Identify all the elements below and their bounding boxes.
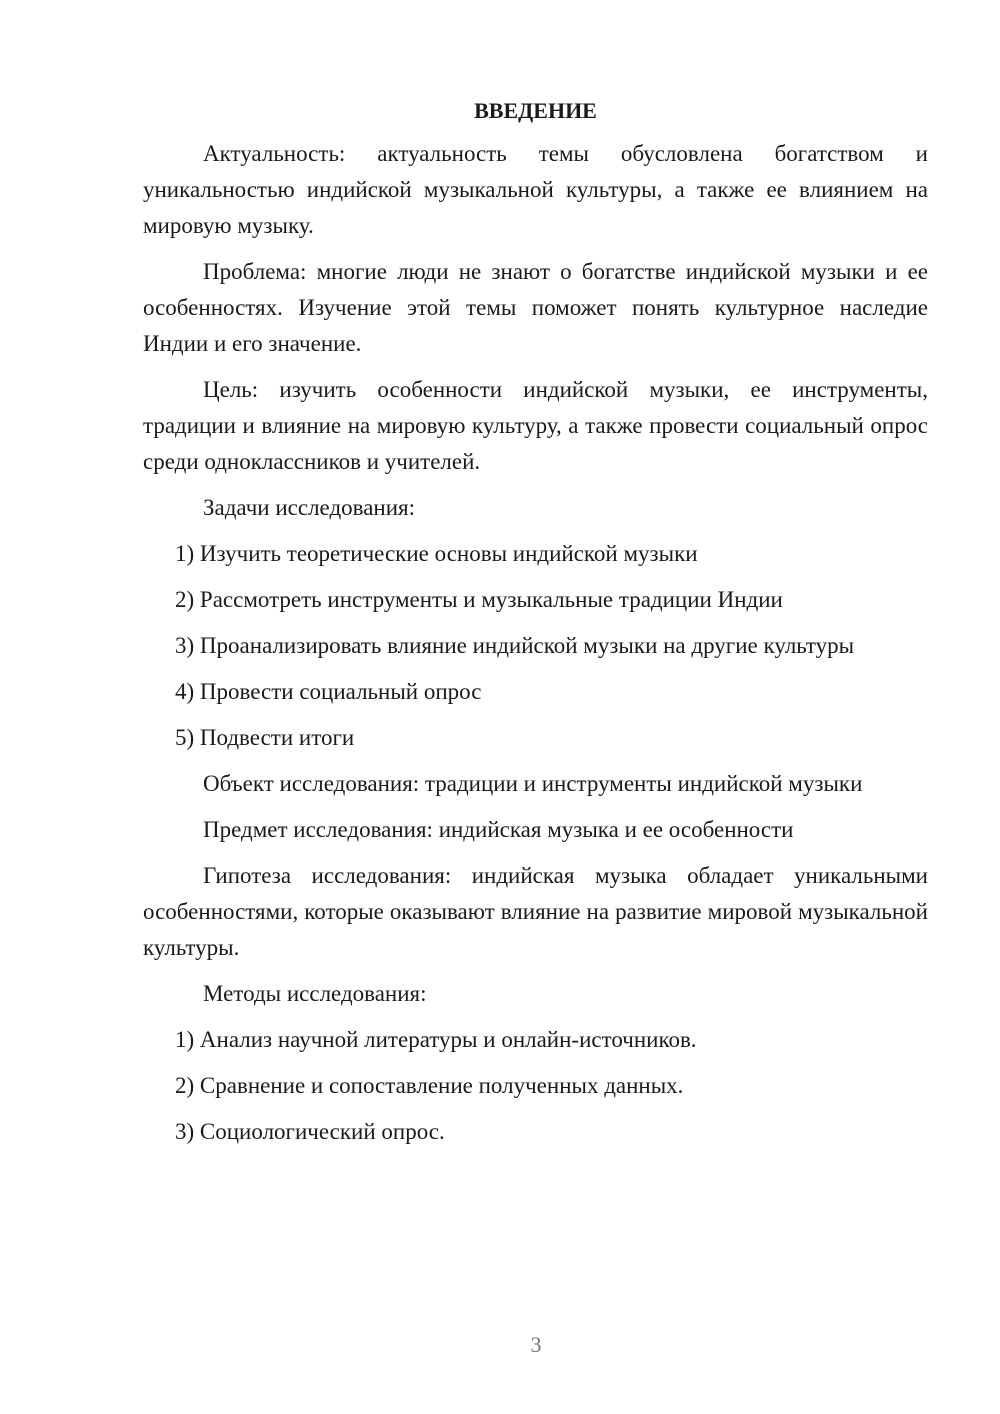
goal-paragraph: Цель: изучить особенности индийской музыки, ее инструменты, традиции и влияние на мировую культуру, а также провести социальный опрос среди одноклассников и учителей.	[143, 377, 928, 474]
page-number: 3	[530, 1332, 542, 1357]
list-item: 1) Анализ научной литературы и онлайн-источников.	[175, 1027, 697, 1052]
list-item: 5) Подвести итоги	[175, 725, 355, 750]
relevance-paragraph: Актуальность: актуальность темы обусловлена богатством и уникальностью индийской музыкальной культуры, а также ее влиянием на мировую музыку.	[143, 141, 928, 238]
tasks-heading: Задачи исследования:	[203, 495, 416, 520]
methods-heading: Методы исследования:	[203, 981, 427, 1006]
methods-list	[143, 1022, 928, 1150]
list-item: 1) Изучить теоретические основы индийской музыки	[175, 541, 698, 566]
object-line: Объект исследования: традиции и инструменты индийской музыки	[203, 771, 863, 796]
tasks-list	[143, 536, 928, 756]
subject-line: Предмет исследования: индийская музыка и ее особенности	[203, 817, 794, 842]
list-item: 2) Рассмотреть инструменты и музыкальные традиции Индии	[175, 587, 783, 612]
list-item: 4) Провести социальный опрос	[175, 679, 482, 704]
problem-paragraph: Проблема: многие люди не знают о богатстве индийской музыки и ее особенностях. Изучение этой темы поможет понять культурное наследие Индии и его значение.	[143, 259, 928, 356]
document-body	[143, 94, 928, 1160]
list-item: 3) Социологический опрос.	[175, 1119, 445, 1144]
list-item: 3) Проанализировать влияние индийской музыки на другие культуры	[175, 633, 855, 658]
hypothesis-paragraph: Гипотеза исследования: индийская музыка обладает уникальными особенностями, которые оказывают влияние на развитие мировой музыкальной культуры.	[143, 863, 928, 960]
list-item: 2) Сравнение и сопоставление полученных данных.	[175, 1073, 684, 1098]
section-title: ВВЕДЕНИЕ	[474, 98, 597, 123]
